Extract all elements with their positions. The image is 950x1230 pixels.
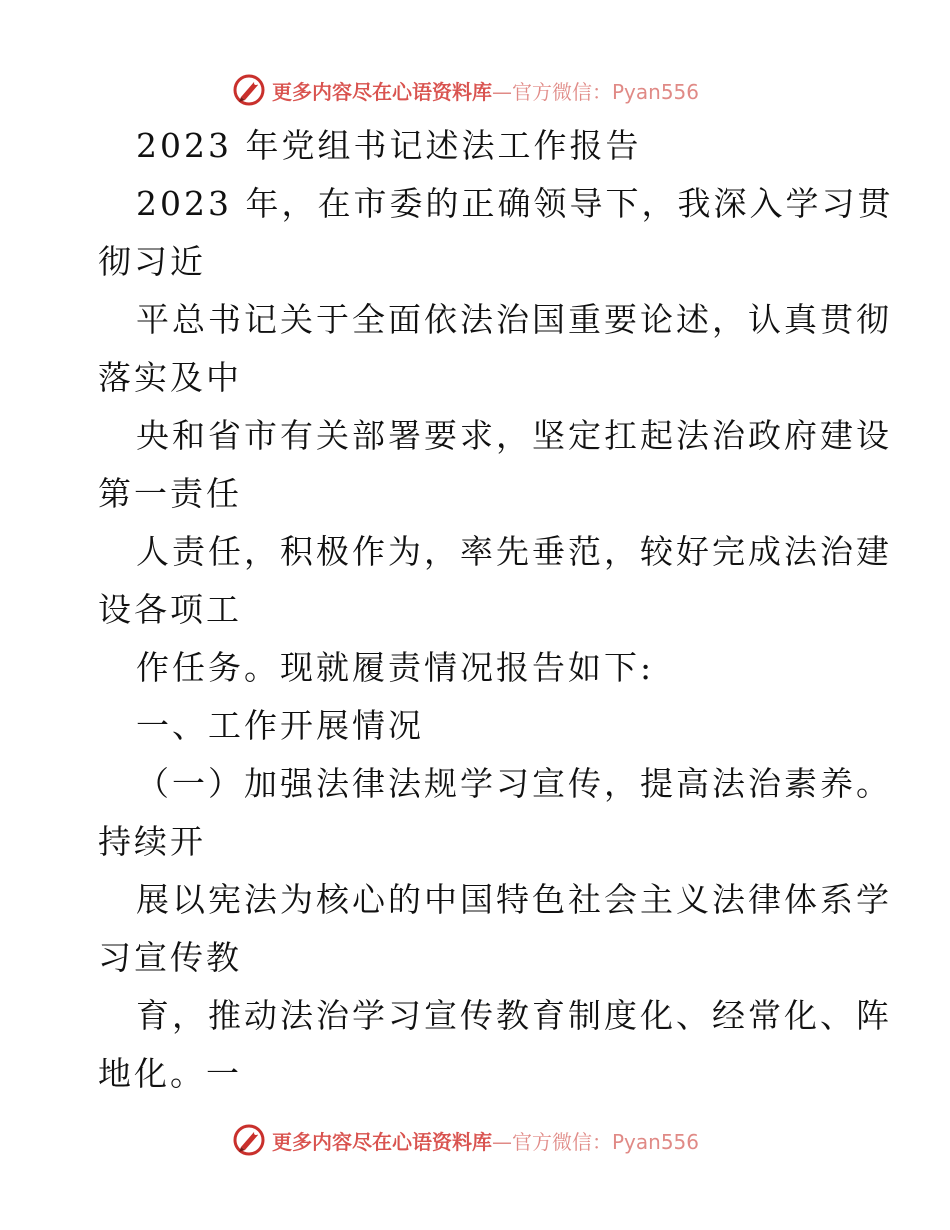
page-title: 2023 年党组书记述法工作报告	[136, 126, 642, 165]
paragraph-line: 展以宪法为核心的中国特色社会主义法律体系学	[136, 880, 892, 919]
watermark-header	[232, 72, 699, 108]
paragraph-line: 育，推动法治学习宣传教育制度化、经常化、阵	[136, 996, 892, 1035]
paragraph-line: 习宣传教	[98, 938, 242, 977]
pen-logo-icon	[232, 1123, 266, 1157]
paragraph-line: 设各项工	[98, 590, 242, 629]
paragraph-line: 央和省市有关部署要求，坚定扛起法治政府建设	[136, 416, 892, 455]
paragraph-line: 作任务。现就履责情况报告如下:	[136, 648, 655, 687]
watermark-main-text: 更多内容尽在心语资料库	[272, 79, 492, 104]
paragraph-line: 第一责任	[98, 474, 242, 513]
watermark-main-text: 更多内容尽在心语资料库	[272, 1129, 492, 1154]
watermark-footer	[232, 1122, 699, 1158]
watermark-sub-text: —官方微信：Pyan556	[492, 1129, 700, 1154]
section-heading: 一、工作开展情况	[136, 706, 424, 745]
paragraph-line: 平总书记关于全面依法治国重要论述，认真贯彻	[136, 300, 892, 339]
paragraph-line: 彻习近	[98, 242, 206, 281]
paragraph-line: 2023 年，在市委的正确领导下，我深入学习贯	[136, 184, 894, 223]
paragraph-line: 落实及中	[98, 358, 242, 397]
paragraph-line: 持续开	[98, 822, 206, 861]
paragraph-line: 人责任，积极作为，率先垂范，较好完成法治建	[136, 532, 892, 571]
paragraph-line: 地化。一	[98, 1054, 242, 1093]
pen-logo-icon	[232, 73, 266, 107]
subsection-heading: （一）加强法律法规学习宣传，提高法治素养。	[136, 764, 892, 803]
watermark-sub-text: —官方微信：Pyan556	[492, 79, 700, 104]
